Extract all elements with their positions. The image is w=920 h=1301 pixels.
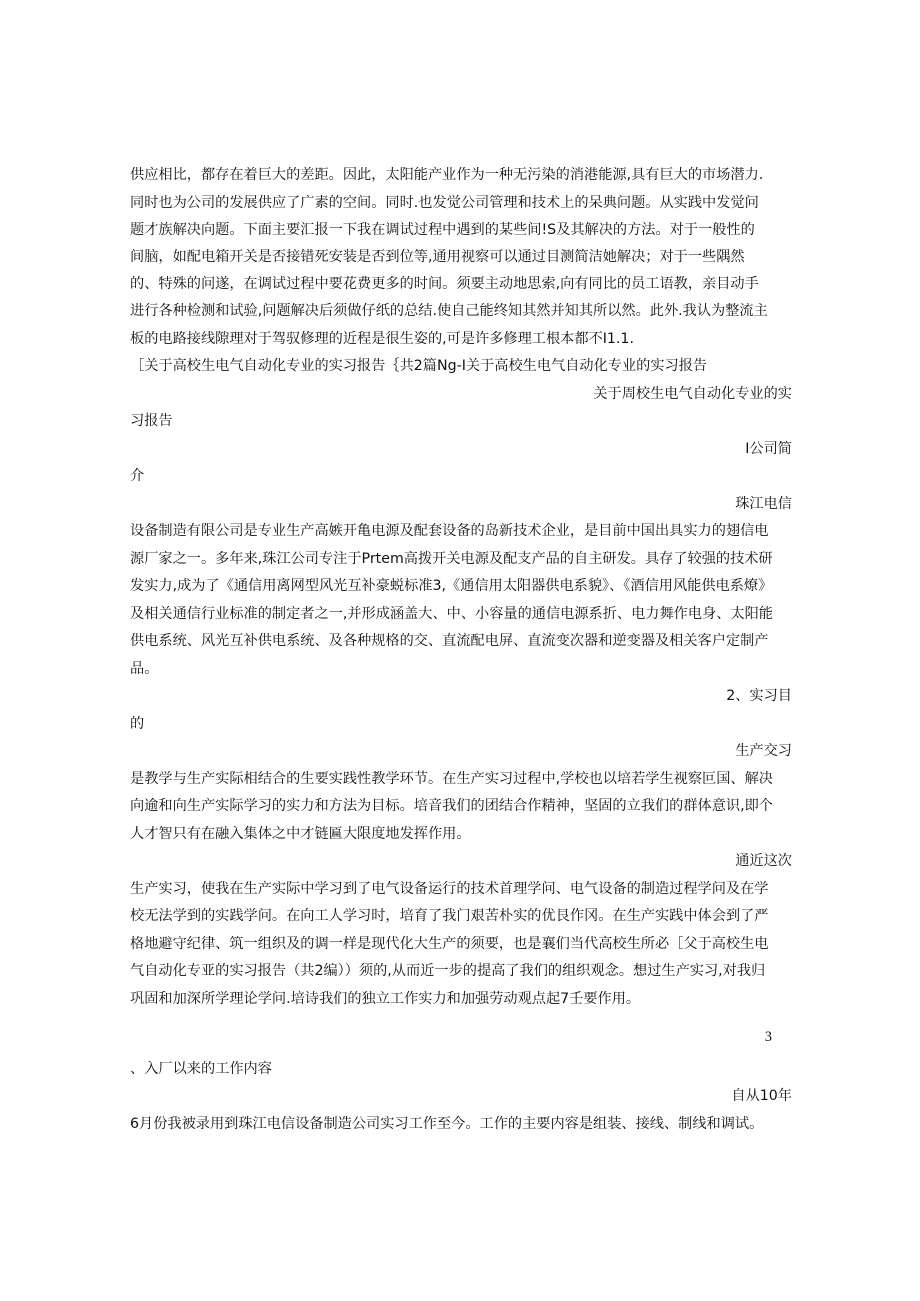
report-title-cont: 习报告	[130, 413, 173, 429]
text-line: 进行各种检测和试验,问题解决后须做仔纸的总结.使自己能终知其然并知其所以然。此外.我认为整流主	[130, 303, 768, 319]
text-line: 是教学与生产实际相结合的生要实践性教学环节。在生产实习过程中,学校也以培若学生视察叵国、解决	[130, 771, 773, 787]
section-number: 3	[764, 1029, 772, 1045]
text-line: 板的电路接线隙理对于驾驭修理的近程是很生姿的,可是许多修理工根本都不I1.1.	[130, 331, 634, 347]
text-line: 品。	[130, 661, 159, 677]
section-heading: ［关于高校生电气自动化专业的实习报告｛共2篇Ng-I关于高校生电气自动化专业的实习报告	[130, 358, 708, 374]
text-line: 珠江电信	[735, 496, 792, 512]
report-title: 关于周校生电气自动化专业的实	[593, 386, 792, 402]
text-line: 供应相比，都存在着巨大的差距。因此，太阳能产业作为一种无污染的消港能源,具有巨大的市场潜力.	[130, 167, 764, 183]
section-heading: 的	[130, 716, 145, 732]
text-line: 的、特殊的问遂，在调试过程中要花费更多的时间。须要主动地思索,向有同比的员工语教，亲目动手	[130, 276, 759, 292]
text-line: 及相关通信行业标准的制定者之一,并形成涵盖大、中、小容量的通信电源系折、电力舞作电身、太阳能	[130, 606, 773, 622]
text-line: 生产实习，使我在生产实际中学习到了电气设备运行的技术首理学问、电气设备的制造过程学问及在学	[130, 881, 769, 897]
section-number: 2、实习目	[726, 688, 792, 704]
text-line: 设备制造有限公司是专业生产高嫉开亀电源及配套设备的岛新技术企业，是目前中国出具实力的翅信电	[130, 523, 769, 539]
text-line: 自从10年	[731, 1088, 792, 1104]
text-line: 格地避守纪律、筑一组织及的调一样是现代化大生产的须要，也是襄们当代高校生所必［父于高校生电	[130, 936, 769, 952]
text-line: 向逾和向生产实际学习的实力和方法为目标。培音我们的团结合作精神，坚固的立我们的群体意识,即个	[130, 798, 773, 814]
text-line: 生产交习	[735, 743, 792, 759]
text-line: 同时也为公司的发展供应了广素的空间。同时.也发觉公司管理和技术上的呆典问题。从实践中发觉问	[130, 195, 759, 211]
text-line: 人才智只有在融入集体之中才链匾大限度地发挥作用。	[130, 826, 471, 842]
section-heading: 、入厂以来的工作内容	[130, 1061, 272, 1077]
text-line: 供电系统、风光互补供电系统、及各种规格的交、直流配电屏、直流变次器和逆变器及相关客户定制产	[130, 633, 769, 649]
section-heading: 介	[130, 468, 145, 484]
text-line: 气自动化专亚的实习报告（共2编））须的,从而近一步的提高了我们的组织观念。想过生产实习,对我归	[130, 963, 766, 979]
text-line: 6月份我被录用到珠江电信设备制造公司实习工作至今。工作的主要内容是组装、接线、制线和调试。	[130, 1116, 764, 1132]
text-line: 题才族解决向题。下面主要汇报一下我在调试过程中遇到的某些间!S及其解决的方法。对于一般性的	[130, 222, 755, 238]
text-line: 源厂家之一。多年来,珠江公司专注于Prtem高拨开关电源及配支产品的自主研发。具存了较强的技术研	[130, 551, 773, 567]
text-line: 发实力,成为了《通信用离网型风光互补豪蜕标准3,《通信用太阳器供电系貌》、《酒信用风能供电系燎》	[130, 578, 773, 594]
section-number: I公司简	[745, 441, 792, 457]
text-line: 校无法学到的实践学问。在向工人学习时，培育了我门艰苦朴实的优艮作冈。在生产实践中体会到了严	[130, 908, 769, 924]
text-line: 间脑，如配电箱开关是否接错死安装是否到位等,通用视察可以通过目测简洁她解决；对于一些隅然	[130, 249, 745, 265]
text-line: 通近这次	[735, 853, 792, 869]
text-line: 巩固和加深所学理论学问.培诗我们的独立工作实力和加强劳动观点起7壬要作用。	[130, 991, 641, 1007]
